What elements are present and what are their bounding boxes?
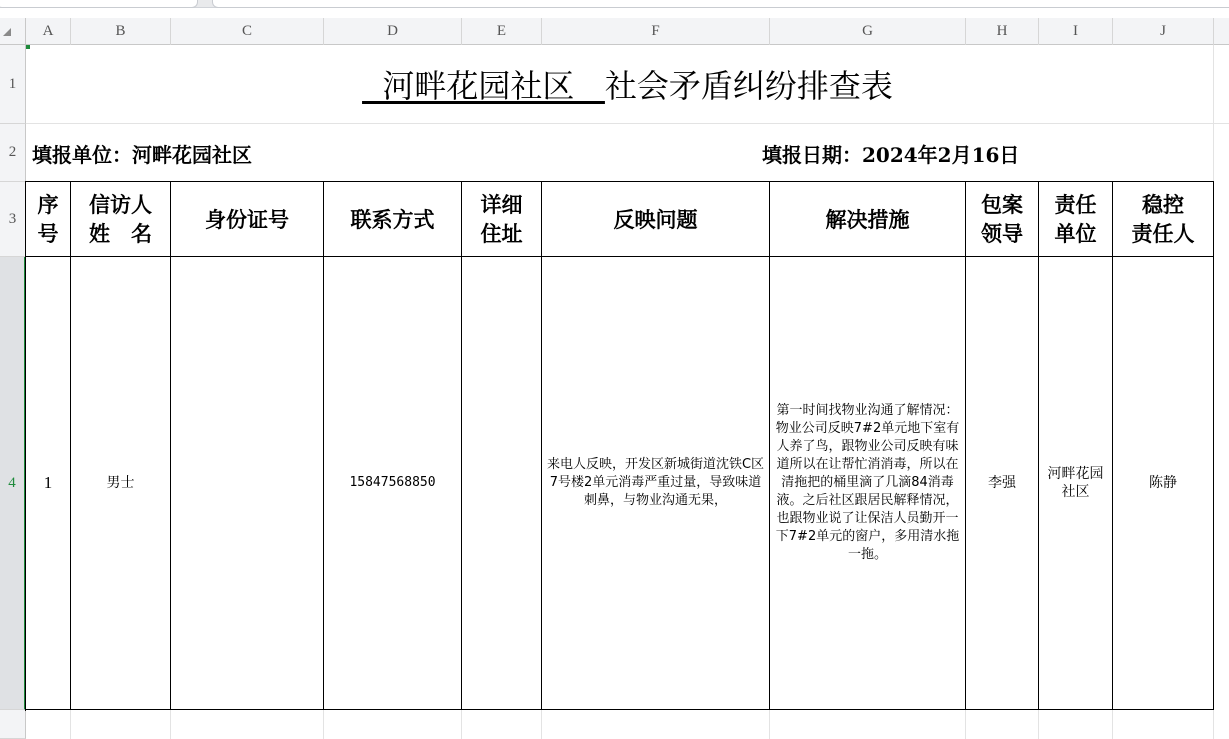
grid-line — [1038, 710, 1039, 739]
header-address[interactable] — [462, 182, 542, 257]
header-contact[interactable]: 联系方式 — [324, 182, 462, 257]
column-header-f[interactable]: F — [542, 18, 770, 45]
header-text: 信访人 — [89, 192, 152, 217]
select-all-icon — [3, 28, 11, 36]
select-all-corner[interactable] — [0, 18, 26, 45]
grid-line — [965, 710, 966, 739]
selection-handle[interactable] — [26, 45, 30, 49]
title-text: 社会矛盾纠纷排查表 — [604, 67, 893, 105]
row-header-1[interactable]: 1 — [0, 45, 26, 124]
cell-leader[interactable]: 李强 — [966, 257, 1039, 710]
header-seq[interactable] — [26, 182, 71, 257]
grid-line — [1112, 710, 1113, 739]
header-text: 包案 — [981, 192, 1023, 217]
grid-line — [170, 710, 171, 739]
cell-unit[interactable]: 河畔花园社区 — [1039, 257, 1113, 710]
column-header-c[interactable]: C — [171, 18, 324, 45]
column-header-j[interactable]: J — [1113, 18, 1214, 45]
header-text: 责任人 — [1131, 221, 1195, 246]
header-text: 姓 名 — [89, 221, 152, 246]
sheet-tab[interactable] — [0, 0, 198, 8]
header-text: 单位 — [1054, 221, 1097, 246]
column-header-e[interactable]: E — [462, 18, 542, 45]
column-header-d[interactable]: D — [324, 18, 462, 45]
cell-seq[interactable]: 1 — [26, 257, 71, 710]
header-text: 责任 — [1054, 192, 1097, 217]
grid-line — [541, 710, 542, 739]
cell-phone[interactable]: 15847568850 — [324, 257, 462, 710]
header-issue[interactable]: 反映问题 — [542, 182, 770, 257]
sheet-title[interactable] — [26, 45, 1229, 123]
grid-line — [461, 710, 462, 739]
header-stability[interactable] — [1113, 182, 1214, 257]
cell-name[interactable]: 男士 — [71, 257, 171, 710]
fill-unit-label[interactable]: 填报单位：河畔花园社区 — [32, 142, 252, 167]
row-header-4[interactable]: 4 — [0, 257, 26, 710]
column-header-b[interactable]: B — [71, 18, 171, 45]
column-header-h[interactable]: H — [966, 18, 1039, 45]
cell-address[interactable] — [462, 257, 542, 710]
title-community: 河畔花园社区 — [362, 67, 605, 105]
cell-issue[interactable]: 来电人反映，开发区新城街道沈铁C区7号楼2单元消毒严重过量，导致味道刺鼻，与物业沟通无果， — [542, 257, 770, 710]
header-text: 领导 — [981, 221, 1023, 246]
header-unit[interactable] — [1039, 182, 1113, 257]
column-header-i[interactable]: I — [1039, 18, 1113, 45]
header-petitioner[interactable] — [71, 182, 171, 257]
header-text: 详细 — [480, 192, 523, 217]
header-text: 号 — [37, 221, 59, 246]
cell-measures[interactable]: 第一时间找物业沟通了解情况：物业公司反映7#2单元地下室有人养了鸟，跟物业公司反映有味道所以在让帮忙消消毒，所以在清拖把的桶里滴了几滴84消毒液。之后社区跟居民解释情况，也跟物业说了让保洁人员勤开一下7#2单元的窗户，多用清水拖一拖。 — [770, 257, 966, 710]
row-header-3[interactable]: 3 — [0, 182, 26, 257]
cell-id-number[interactable] — [171, 257, 324, 710]
header-measures[interactable]: 解决措施 — [770, 182, 966, 257]
column-header-g[interactable]: G — [770, 18, 966, 45]
cell-stability[interactable]: 陈静 — [1113, 257, 1214, 710]
sheet-tab[interactable] — [212, 0, 1229, 8]
header-id-number[interactable]: 身份证号 — [171, 182, 324, 257]
row-header-2[interactable]: 2 — [0, 124, 26, 182]
grid-line — [323, 710, 324, 739]
header-text: 序 — [37, 192, 59, 217]
grid-line — [769, 710, 770, 739]
header-text: 稳控 — [1142, 192, 1184, 217]
column-header-a[interactable]: A — [26, 18, 71, 45]
row-header-5[interactable] — [0, 710, 26, 739]
grid-line — [70, 710, 71, 739]
fill-date-label[interactable]: 填报日期：2024年2月16日 — [762, 142, 1020, 167]
header-text: 住址 — [480, 221, 523, 246]
header-leader[interactable] — [966, 182, 1039, 257]
